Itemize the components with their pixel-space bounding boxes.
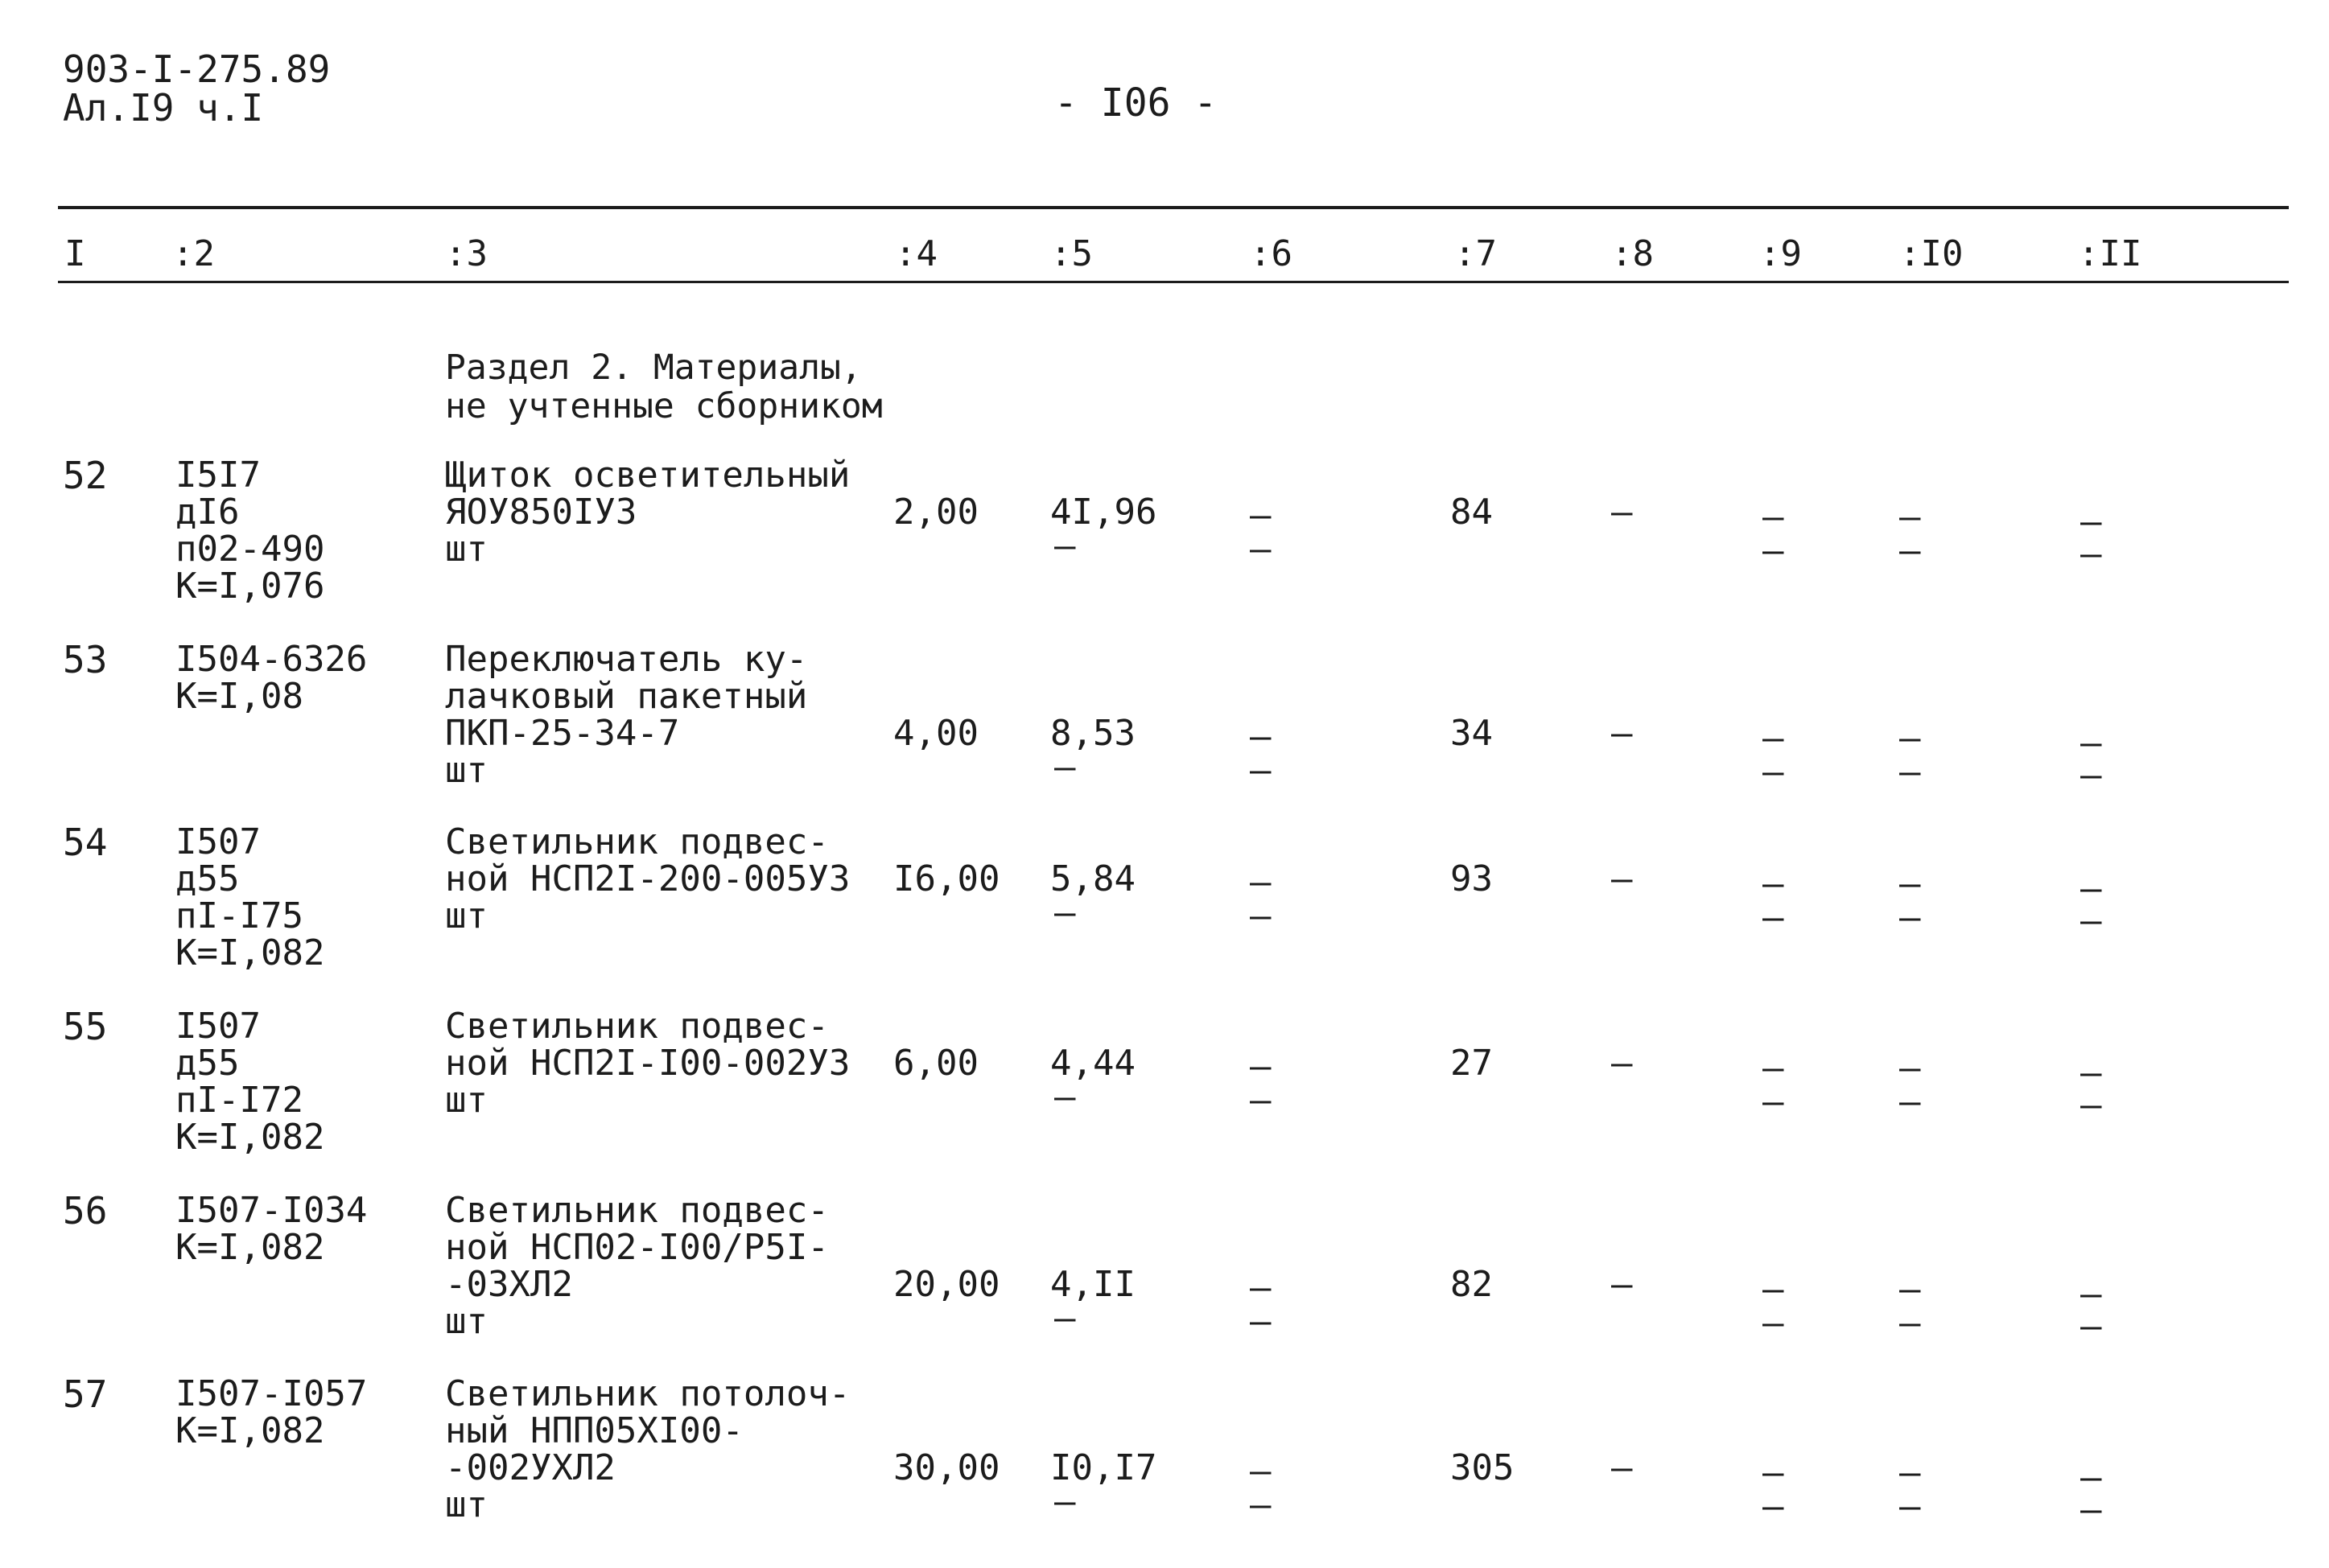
- col8-dash: –: [1611, 858, 1633, 899]
- col11-dash: –: [2080, 501, 2102, 542]
- column-header-8: :8: [1611, 233, 1654, 274]
- code-line: д55: [175, 858, 240, 899]
- table-row: [0, 821, 2329, 1009]
- col11-sub-dash: –: [2080, 533, 2102, 574]
- header-rule-bottom: [58, 281, 2289, 283]
- col9-dash: –: [1762, 496, 1784, 537]
- code-line: дI6: [175, 492, 240, 533]
- row-code: [175, 1008, 324, 1156]
- price-sub-dash: –: [1054, 1298, 1076, 1339]
- col10-sub-dash: –: [1899, 1081, 1921, 1122]
- code-line: I507: [175, 1006, 261, 1047]
- col8-dash: –: [1611, 713, 1633, 754]
- col6-sub-dash: –: [1250, 895, 1272, 936]
- row-name: [445, 821, 851, 936]
- row-name: [445, 1192, 829, 1340]
- col6-sub-dash: –: [1250, 1484, 1272, 1525]
- col10-dash: –: [1899, 1047, 1921, 1089]
- row-price: 5,84: [1050, 858, 1136, 899]
- col8-dash: –: [1611, 1264, 1633, 1305]
- code-line: I507-I034: [175, 1190, 368, 1231]
- col11-dash: –: [2080, 722, 2102, 763]
- row-quantity: I6,00: [893, 858, 1000, 899]
- col9-dash: –: [1762, 863, 1784, 904]
- col9-sub-dash: –: [1762, 751, 1784, 792]
- name-line: Переключатель ку-: [445, 639, 808, 680]
- col10-sub-dash: –: [1899, 751, 1921, 792]
- col9-sub-dash: –: [1762, 1303, 1784, 1344]
- col11-sub-dash: –: [2080, 1084, 2102, 1126]
- code-line: пI-I75: [175, 895, 303, 936]
- row-name: [445, 1008, 850, 1119]
- col10-sub-dash: –: [1899, 897, 1921, 938]
- col6-dash: –: [1250, 495, 1272, 536]
- col10-sub-dash: –: [1899, 1486, 1921, 1527]
- col6-sub-dash: –: [1250, 1080, 1272, 1121]
- col6-sub-dash: –: [1250, 529, 1272, 570]
- row-number: 56: [63, 1189, 108, 1233]
- row-quantity: 30,00: [893, 1447, 1000, 1488]
- column-header-9: :9: [1759, 233, 1802, 274]
- col10-dash: –: [1899, 1269, 1921, 1310]
- code-line: д55: [175, 1043, 240, 1084]
- code-line: К=I,08: [175, 676, 303, 717]
- document-code-line1: 903-I-275.89: [63, 47, 331, 91]
- row-total: 34: [1450, 713, 1493, 754]
- price-sub-dash: –: [1054, 892, 1076, 933]
- col10-dash: –: [1899, 1452, 1921, 1493]
- name-line: шт: [445, 529, 488, 570]
- col8-dash: –: [1611, 492, 1633, 533]
- name-line: шт: [445, 1080, 488, 1121]
- column-header-7: :7: [1454, 233, 1497, 274]
- col9-dash: –: [1762, 1047, 1784, 1089]
- name-line: ной НСП02-I00/Р5I-: [445, 1227, 829, 1268]
- name-line: -002УХЛ2: [445, 1447, 616, 1488]
- document-code-line2: Ал.I9 ч.I: [63, 86, 264, 130]
- name-line: ЯОУ850IУЗ: [445, 492, 637, 533]
- col6-sub-dash: –: [1250, 750, 1272, 791]
- col6-sub-dash: –: [1250, 1301, 1272, 1342]
- name-line: ный НПП05ХI00-: [445, 1410, 744, 1451]
- col10-dash: –: [1899, 496, 1921, 537]
- column-header-1: I: [64, 233, 86, 274]
- code-line: пI-I72: [175, 1080, 303, 1121]
- col10-dash: –: [1899, 718, 1921, 759]
- section-title-line2: не учтенные сборником: [445, 386, 883, 426]
- row-price: 4,44: [1050, 1043, 1136, 1084]
- col6-dash: –: [1250, 1046, 1272, 1087]
- column-header-11: :II: [2078, 233, 2142, 274]
- code-line: I507-I057: [175, 1373, 368, 1414]
- name-line: ной НСП2I-I00-002УЗ: [445, 1043, 851, 1084]
- col6-dash: –: [1250, 862, 1272, 903]
- column-header-6: :6: [1250, 233, 1292, 274]
- name-line: шт: [445, 895, 488, 936]
- row-name: [445, 457, 850, 568]
- col11-sub-dash: –: [2080, 1489, 2102, 1530]
- col8-dash: –: [1611, 1447, 1633, 1488]
- section-title-line1: Раздел 2. Материалы,: [445, 348, 862, 388]
- row-code: [175, 457, 324, 605]
- row-total: 93: [1450, 858, 1493, 899]
- name-line: Щиток осветительный: [445, 455, 851, 496]
- code-line: п02-490: [175, 529, 325, 570]
- row-number: 55: [63, 1005, 108, 1048]
- name-line: Светильник подвес-: [445, 1190, 829, 1231]
- row-quantity: 6,00: [893, 1043, 979, 1084]
- column-header-4: :4: [895, 233, 938, 274]
- col9-sub-dash: –: [1762, 1081, 1784, 1122]
- name-line: шт: [445, 1301, 488, 1342]
- col10-sub-dash: –: [1899, 1303, 1921, 1344]
- row-price: 4,II: [1050, 1264, 1136, 1305]
- row-quantity: 4,00: [893, 713, 979, 754]
- code-line: I507: [175, 821, 261, 862]
- column-header-10: :I0: [1899, 233, 1964, 274]
- row-quantity: 20,00: [893, 1264, 1000, 1305]
- col11-sub-dash: –: [2080, 755, 2102, 796]
- page-number: - I06 -: [1054, 80, 1218, 126]
- col6-dash: –: [1250, 1451, 1272, 1492]
- row-total: 305: [1450, 1447, 1515, 1488]
- row-number: 54: [63, 821, 108, 864]
- price-sub-dash: –: [1054, 1076, 1076, 1117]
- col6-dash: –: [1250, 1267, 1272, 1308]
- row-code: [175, 1373, 368, 1451]
- code-line: К=I,082: [175, 932, 325, 973]
- price-sub-dash: –: [1054, 525, 1076, 566]
- col6-dash: –: [1250, 716, 1272, 757]
- name-line: шт: [445, 1484, 488, 1525]
- section-title: [445, 348, 883, 426]
- col9-dash: –: [1762, 1452, 1784, 1493]
- col11-dash: –: [2080, 868, 2102, 909]
- column-header-5: :5: [1050, 233, 1093, 274]
- row-code: [175, 821, 325, 973]
- name-line: -03ХЛ2: [445, 1264, 573, 1305]
- col9-sub-dash: –: [1762, 1486, 1784, 1527]
- col11-sub-dash: –: [2080, 900, 2102, 941]
- code-line: К=I,082: [175, 1227, 325, 1268]
- row-code: [175, 641, 367, 715]
- row-price: I0,I7: [1050, 1447, 1157, 1488]
- code-line: I5I7: [175, 455, 261, 496]
- col9-sub-dash: –: [1762, 897, 1784, 938]
- name-line: Светильник подвес-: [445, 1006, 829, 1047]
- col11-dash: –: [2080, 1052, 2102, 1093]
- col9-sub-dash: –: [1762, 530, 1784, 571]
- row-code: [175, 1192, 367, 1266]
- row-total: 84: [1450, 492, 1493, 533]
- col11-dash: –: [2080, 1457, 2102, 1498]
- table-row: [0, 1373, 2329, 1561]
- col11-dash: –: [2080, 1274, 2102, 1315]
- name-line: ной НСП2I-200-005УЗ: [445, 858, 851, 899]
- name-line: Светильник потолоч-: [445, 1373, 851, 1414]
- col8-dash: –: [1611, 1043, 1633, 1084]
- name-line: шт: [445, 750, 488, 791]
- row-name: [445, 641, 807, 789]
- code-line: К=I,082: [175, 1117, 325, 1158]
- row-quantity: 2,00: [893, 492, 979, 533]
- row-name: [445, 1373, 851, 1525]
- row-price: 4I,96: [1050, 492, 1157, 533]
- code-line: К=I,076: [175, 566, 325, 607]
- table-row: [0, 1189, 2329, 1377]
- price-sub-dash: –: [1054, 747, 1076, 788]
- document-code: [63, 47, 331, 130]
- name-line: лачковый пакетный: [445, 676, 808, 717]
- col10-dash: –: [1899, 863, 1921, 904]
- col11-sub-dash: –: [2080, 1306, 2102, 1347]
- col10-sub-dash: –: [1899, 530, 1921, 571]
- name-line: ПКП-25-34-7: [445, 713, 680, 754]
- code-line: К=I,082: [175, 1410, 325, 1451]
- column-header-2: :2: [172, 233, 215, 274]
- col9-dash: –: [1762, 1269, 1784, 1310]
- price-sub-dash: –: [1054, 1481, 1076, 1522]
- row-total: 82: [1450, 1264, 1493, 1305]
- row-number: 52: [63, 454, 108, 497]
- row-price: 8,53: [1050, 713, 1136, 754]
- table-row: [0, 454, 2329, 642]
- column-header-3: :3: [445, 233, 488, 274]
- code-line: I504-6326: [175, 639, 368, 680]
- row-total: 27: [1450, 1043, 1493, 1084]
- name-line: Светильник подвес-: [445, 821, 829, 862]
- col9-dash: –: [1762, 718, 1784, 759]
- row-number: 53: [63, 638, 108, 681]
- table-row: [0, 1005, 2329, 1193]
- row-number: 57: [63, 1373, 108, 1416]
- header-rule-top: [58, 206, 2289, 209]
- table-row: [0, 638, 2329, 826]
